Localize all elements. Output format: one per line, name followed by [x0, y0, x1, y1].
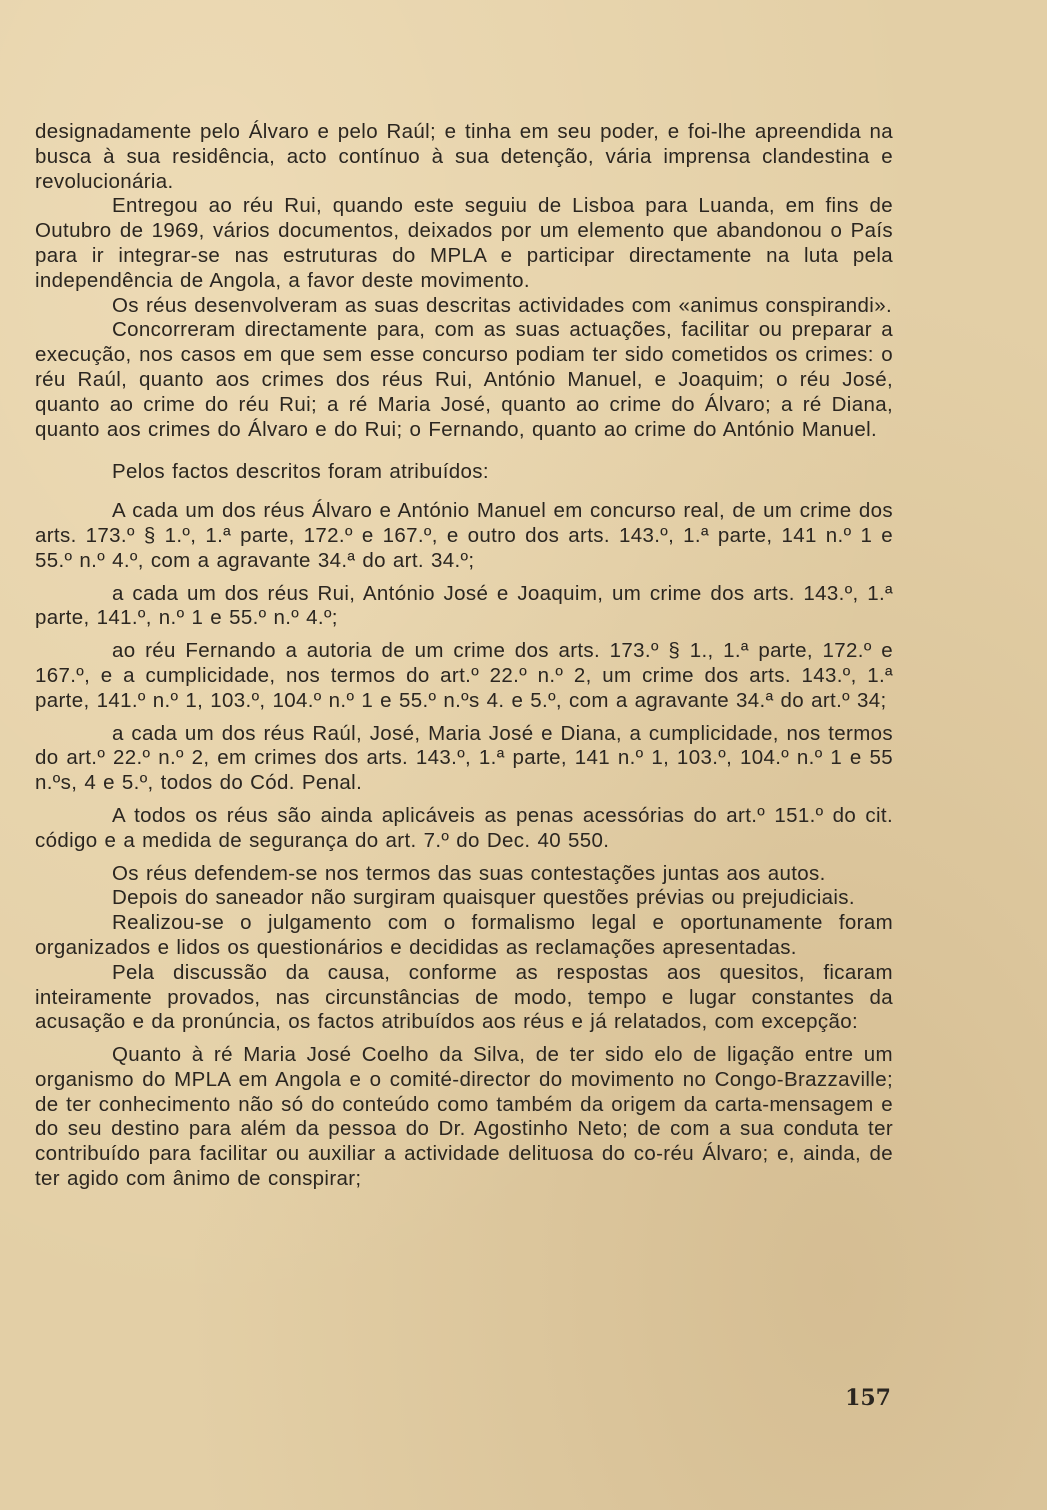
paragraph-1: designadamente pelo Álvaro e pelo Raúl; e tinha em seu poder, e foi-lhe apreendida na busca à sua residência, acto contínuo à sua detenção, vária imprensa clandestina e revolucionária.	[35, 120, 893, 193]
paragraph-7: a cada um dos réus Rui, António José e Joaquim, um crime dos arts. 143.º, 1.ª parte, 141.º, n.º 1 e 55.º n.º 4.º;	[35, 581, 893, 630]
page-body	[35, 120, 893, 1192]
paragraph-11: Os réus defendem-se nos termos das suas contestações juntas aos autos.	[112, 861, 826, 885]
paragraph-8: ao réu Fernando a autoria de um crime dos arts. 173.º § 1., 1.ª parte, 172.º e 167.º, e a cumplicidade, nos termos do art.º 22.º n.º 2, um crime dos arts. 143.º, 1.ª parte, 141.º n.º 1, 103.º, 104.º n.º 1 e 55.º n.ºs 4. e 5.º, com a agravante 34.ª do art.º 34;	[35, 639, 893, 712]
page-number: 157	[845, 1385, 891, 1411]
paragraph-2: Entregou ao réu Rui, quando este seguiu de Lisboa para Luanda, em fins de Outubro de 1969, vários documentos, deixados por um elemento que abandonou o País para ir integrar-se nas estruturas do MPLA e participar directamente na luta pela independência de Angola, a favor deste movimento.	[35, 194, 893, 292]
paragraph-12: Depois do saneador não surgiram quaisquer questões prévias ou prejudiciais.	[112, 886, 855, 910]
paragraph-4: Concorreram directamente para, com as suas actuações, facilitar ou preparar a execução, nos casos em que sem esse concurso podiam ter sido cometidos os crimes: o réu Raúl, quanto aos crimes dos réus Rui, António Manuel, e Joaquim; o réu José, quanto ao crime do réu Rui; a ré Maria José, quanto ao crime do Álvaro; a ré Diana, quanto aos crimes do Álvaro e do Rui; o Fernando, quanto ao crime do António Manuel.	[35, 318, 893, 441]
paragraph-15: Quanto à ré Maria José Coelho da Silva, de ter sido elo de ligação entre um organismo do MPLA em Angola e o comité-director do movimento no Congo-Brazzaville; de ter conhecimento não só do conteúdo como também da origem da carta-mensagem e do seu destino para além da pessoa do Dr. Agostinho Neto; de com a sua conduta ter contribuído para facilitar ou auxiliar a actividade delituosa do co-réu Álvaro; e, ainda, de ter agido com ânimo de conspirar;	[35, 1043, 893, 1191]
paragraph-6: A cada um dos réus Álvaro e António Manuel em concurso real, de um crime dos arts. 173.º § 1.º, 1.ª parte, 172.º e 167.º, e outro dos arts. 143.º, 1.ª parte, 141 n.º 1 e 55.º n.º 4.º, com a agravante 34.ª do art. 34.º;	[35, 499, 893, 572]
paragraph-3: Os réus desenvolveram as suas descritas actividades com «animus conspirandi».	[112, 293, 892, 317]
section-intro: Pelos factos descritos foram atribuídos:	[112, 460, 489, 484]
paragraph-14: Pela discussão da causa, conforme as respostas aos quesitos, ficaram inteiramente provados, nas circunstâncias de modo, tempo e lugar constantes da acusação e da pronúncia, os factos atribuídos aos réus e já relatados, com excepção:	[35, 960, 893, 1034]
paragraph-13: Realizou-se o julgamento com o formalismo legal e oportunamente foram organizados e lidos os questionários e decididas as reclamações apresentadas.	[35, 911, 893, 959]
paragraph-9: a cada um dos réus Raúl, José, Maria José e Diana, a cumplicidade, nos termos do art.º 22.º n.º 2, em crimes dos arts. 143.º, 1.ª parte, 141 n.º 1, 103.º, 104.º n.º 1 e 55 n.ºs, 4 e 5.º, todos do Cód. Penal.	[35, 721, 893, 795]
paragraph-10: A todos os réus são ainda aplicáveis as penas acessórias do art.º 151.º do cit. código e a medida de segurança do art. 7.º do Dec. 40 550.	[35, 803, 893, 852]
